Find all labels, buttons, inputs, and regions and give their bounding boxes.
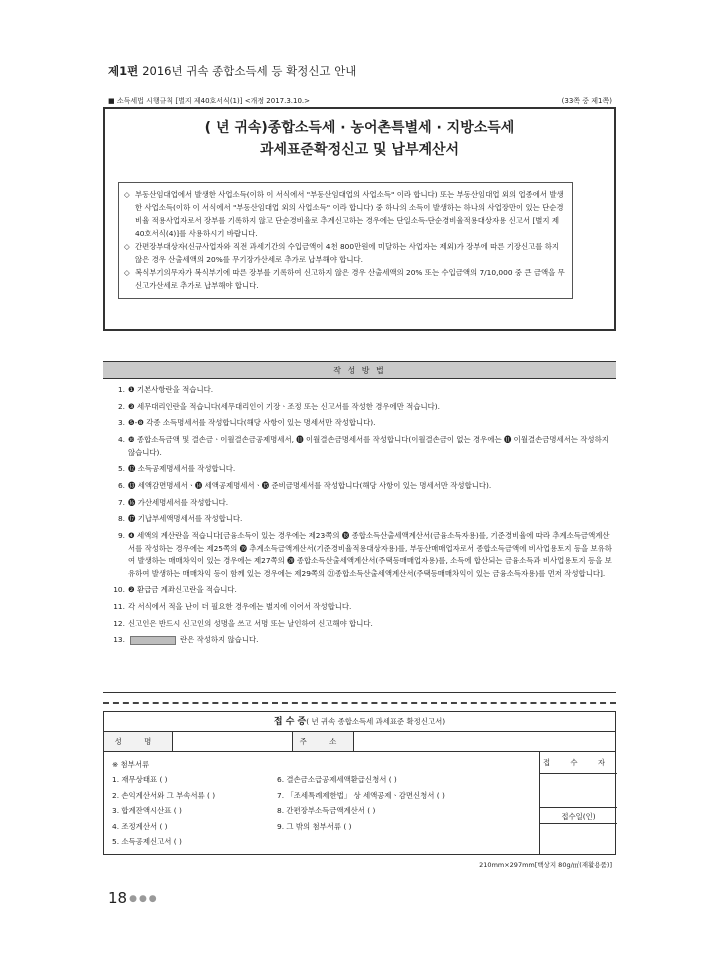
list-item: 7. ⓰ 가산세명세서를 작성합니다. <box>117 497 229 507</box>
receiver-box <box>540 752 617 855</box>
instructions-header: 작 성 방 법 <box>103 361 616 379</box>
form-title-line2: 과세표준확정신고 및 납부계산서 <box>259 142 460 158</box>
notice-item: ◇ 복식부기의무자가 복식부기에 따른 장부를 기록하여 신고하지 않은 경우 산출세액의 20% 또는 수입금액의 7/10,000 중 큰 금액을 무신고가산세로 추가로 납부해야 합니다. <box>124 268 565 290</box>
receiver-label: 접 수 자 <box>540 752 617 774</box>
shaded-field-sample <box>130 636 176 645</box>
list-item: 1. 재무상태표 ( ) 6. 결손금소급공제세액환급신청서 ( ) <box>112 775 397 784</box>
name-field[interactable] <box>173 732 292 751</box>
list-item: 1. ❶ 기본사항란을 적습니다. <box>117 385 214 394</box>
list-item: 6. ⓭ 세액감면명세서ㆍ⓮ 세액공제명세서ㆍ⓯ 준비금명세서를 작성합니다(해당 사항이 있는 명세서만 작성합니다). <box>117 480 492 490</box>
list-item: 12. 신고인은 반드시 신고인의 성명을 쓰고 서명 또는 날인하여 신고해야 합니다. <box>113 618 373 628</box>
page-number: 18 ●●● <box>108 889 159 907</box>
receipt-section <box>103 711 616 855</box>
list-item: 8. ⓱ 기납부세액명세서를 작성합니다. <box>117 514 243 524</box>
form-title <box>105 109 614 161</box>
cut-line <box>103 702 616 704</box>
attachments <box>112 758 532 850</box>
form-header-box <box>103 107 616 331</box>
list-item: 3. 합계잔액시산표 ( ) 8. 간편장부소득금액계산서 ( ) <box>112 806 376 815</box>
form-reference <box>108 96 612 106</box>
list-item: 4. 조정계산서 ( ) 9. 그 밖의 첨부서류 ( ) <box>112 821 352 831</box>
form-reference-left: ■ 소득세법 시행규칙 [별지 제40호서식(1)] <개정 2017.3.10.> <box>108 97 311 105</box>
list-item: 3. ❺-❽ 각종 소득명세서를 작성합니다(해당 사항이 있는 명세서만 작성합니다). <box>117 418 376 428</box>
receipt-title: 접 수 증( 년 귀속 종합소득세 과세표준 확정신고서) <box>104 712 615 732</box>
list-item: 10. ❷ 환급금 계좌신고란을 적습니다. <box>113 585 237 595</box>
address-label: 주 소 <box>293 732 353 751</box>
running-head <box>108 63 356 79</box>
form-page-indicator: (33쪽 중 제1쪽) <box>561 97 612 105</box>
notice-item: ◇ 부동산임대업에서 발생한 사업소득(이하 이 서식에서 "부동산임대업의 사업소득" 이라 합니다) 또는 부동산임대업 외의 업종에서 발생한 사업소득(이하 이 서식에서 "부동산임대업 외의 사업소득" 이라 합니다) 중 하나의 소득이 발생하는 하나의 사업장만이 있는 단순경비율 적용사업자로서 장부를 기록하지 않고 단순경비율로 추계신고하는 경우에는 단일소득-단순경비율적용대상자용 신고서 [별지 제40호서식(4)]를 사용하시기 바랍니다. <box>124 190 564 238</box>
list-item: 2. 손익계산서와 그 부속서류 ( ) 7. 「조세특례제한법」 상 세액공제ㆍ감면신청서 ( ) <box>112 790 445 800</box>
list-item: 5. ⓬ 소득공제명세서를 작성합니다. <box>117 464 236 474</box>
section-divider <box>103 692 616 693</box>
list-item: 9. ❹ 세액의 계산란을 적습니다[금융소득이 있는 경우에는 제23쪽의 ⓲ 종합소득산출세액계산서(금융소득자용)를, 기준경비율에 따라 추계소득금액계산서를 작성하는 경우에는 제25쪽의 ⓳ 추계소득금액계산서(기준경비율적용대상자용)를, 부동산매매업자로서 종합소득금액에 비사업용토지 등을 보유하여 발생하는 매매차익이 있는 경우에는 제27쪽의 ⓴ 종합소득산출세액계산서(주택등매매업자용)를, 소득에 합산되는 금융소득과 비사업용토지 등을 보유하여 발생하는 매매차익 등이 함께 있는 경우에는 제29쪽의 ㉑종합소득산출세액계산서(주택등매매차익이 있는 금융소득자용)를 먼저 작성합니다]. <box>117 531 612 578</box>
receipt-date-label: 접수일(인) <box>540 807 617 824</box>
list-item: 4. ❿ 종합소득금액 및 결손금ㆍ이월결손금공제명세서, ⓫ 이월결손금명세서를 작성합니다(이월결손금이 없는 경우에는 ⓫ 이월결손금명세서는 작성하지 않습니다). <box>117 435 609 457</box>
instructions-list <box>112 384 612 651</box>
notice-box <box>118 182 573 299</box>
receipt-name-row <box>104 732 615 752</box>
list-item: 13. 란은 작성하지 않습니다. <box>113 635 259 645</box>
list-item: 2. ❸ 세무대리인란을 적습니다(세무대리인이 기장ㆍ조정 또는 신고서를 작성한 경우에만 적습니다). <box>117 401 440 411</box>
chapter-label: 제1편 <box>108 64 139 78</box>
paper-size: 210mm×297mm[백상지 80g/㎡(재활용품)] <box>479 861 612 869</box>
running-head-title: 2016년 귀속 종합소득세 등 확정신고 안내 <box>142 64 357 78</box>
form-title-line1: ( 년 귀속)종합소득세 · 농어촌특별세 · 지방소득세 <box>204 120 515 136</box>
page-dots: ●●● <box>129 893 159 904</box>
list-item: 11. 각 서식에서 적을 난이 더 필요한 경우에는 별지에 이어서 작성합니다. <box>113 601 352 611</box>
name-label: 성 명 <box>104 732 172 751</box>
address-field[interactable] <box>354 732 616 751</box>
attachments-header: ※ 첨부서류 <box>112 760 150 769</box>
list-item: 5. 소득공제신고서 ( ) <box>112 837 182 846</box>
notice-item: ◇ 간편장부대상자(신규사업자와 직전 과세기간의 수입금액이 4천 800만원에 미달하는 사업자는 제외)가 장부에 따른 기장신고를 하지 않은 경우 산출세액의 20%를 무기장가산세로 추가로 납부해야 합니다. <box>124 242 560 264</box>
